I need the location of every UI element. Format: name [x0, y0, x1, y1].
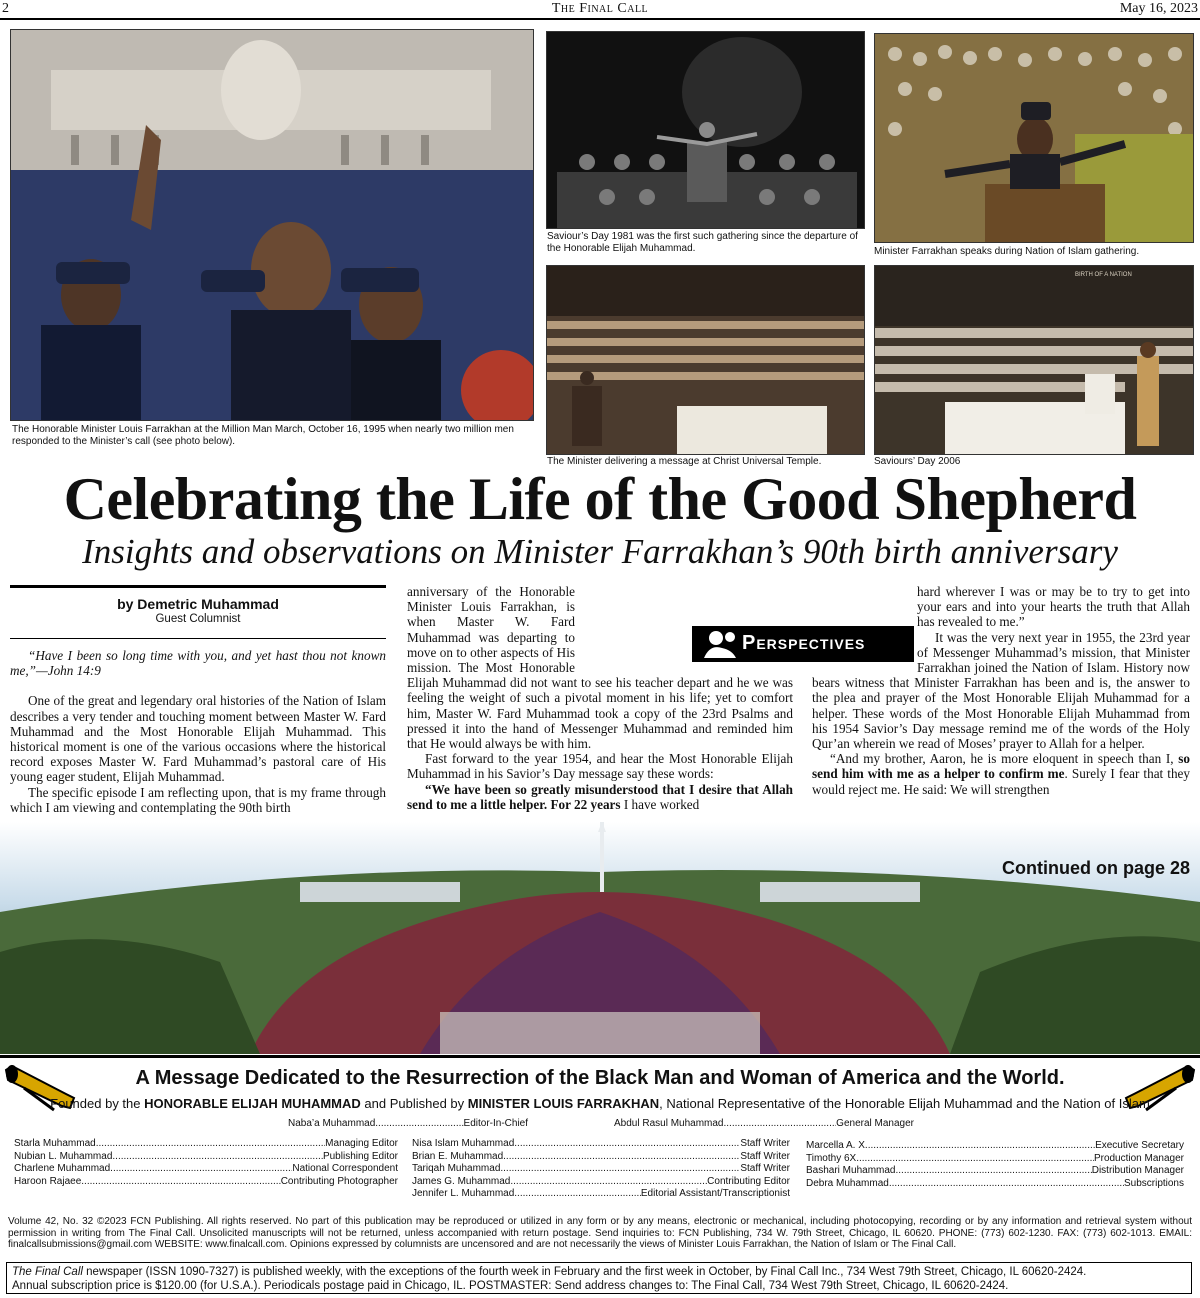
staff-name: Timothy 6X [806, 1152, 857, 1164]
main-photo [10, 29, 534, 421]
byline-author: by Demetric Muhammad [117, 596, 279, 612]
page-number: 2 [2, 1, 9, 16]
nation-gathering-caption: Minister Farrakhan speaks during Nation of Islam gathering. [874, 246, 1140, 257]
leader-dots [500, 1163, 740, 1176]
article-text: into your hearts the truth that Allah has revealed to me.” [917, 599, 1190, 630]
staff-row [14, 1151, 398, 1164]
staff-name: Haroon Rajaee [14, 1175, 82, 1187]
article-text: I have worked [620, 796, 700, 812]
staff-column-2 [412, 1138, 790, 1201]
leader-dots [96, 1138, 325, 1151]
byline-role: Guest Columnist [155, 613, 241, 625]
staff-title: Staff Writer [740, 1150, 790, 1162]
staff-row [14, 1163, 398, 1176]
nation-gathering-photo [874, 33, 1194, 243]
leader-dots [110, 1163, 292, 1176]
staff-name: Bashari Muhammad [806, 1165, 896, 1176]
article-emphasis: “We have been so greatly misunderstood that I desire that Allah send to me a little helper. For 22 years [407, 781, 793, 812]
staff-name: Tariqah Muhammad [412, 1163, 501, 1174]
article-column-2 [407, 584, 793, 812]
saviours-day-1981-image [547, 32, 864, 228]
article-paragraph [407, 584, 793, 751]
leader-dots [112, 1151, 323, 1164]
staff-title: Contributing Editor [707, 1175, 790, 1187]
postal-line-2: Annual subscription price is $120.00 (for U.S.A.). Periodicals postage paid in Chicago, IL. POSTMASTER: Send address changes to: The Final Call, 734 West 79th Street, Chicago, IL 60620-2424. [12, 1280, 1009, 1292]
staff-name: Brian E. Muhammad [412, 1150, 504, 1162]
staff-row [14, 1138, 398, 1151]
staff-title: Distribution Manager [1091, 1165, 1184, 1176]
staff-name: Nisa Islam Muhammad [412, 1138, 515, 1149]
staff-name: Charlene Muhammad [14, 1163, 111, 1174]
general-manager-line [614, 1118, 914, 1131]
postal-line-1: newspaper (ISSN 1090-7327) is published weekly, with the exceptions of the fourth week in February and the first week in October, by Final Call Inc., 734 West 79th Street, Chicago, IL 60620-2424. [82, 1266, 1087, 1278]
article-paragraph: The specific episode I am reflecting upon, that is my frame through which I am viewing and contemplating the 90th birth [10, 784, 386, 815]
saviours-day-2006-photo [874, 265, 1194, 455]
staff-row [412, 1188, 790, 1201]
staff-column-1 [14, 1138, 398, 1188]
nation-gathering-image [875, 34, 1193, 242]
article-emphasis: so send him with me as a helper to confirm me [812, 751, 1190, 782]
article-paragraph: Fast forward to the year 1954, and hear the Most Honorable Elijah Muhammad in his Savior’s Day message say these words: [407, 751, 793, 782]
staff-row [14, 1176, 398, 1189]
published-mid: and Published by [360, 1096, 468, 1111]
article-text: anniversary of the Honorable Minister Louis Farrakhan, is when Master W. Fard Muhammad was departing to move on to other aspects of His mission. The Most Honorable Elijah Muhammad did not want to see his teacher depart and he we was feeling the weight of such a pivotal moment in [407, 584, 793, 706]
leader-dots [514, 1138, 740, 1151]
staff-name: Naba’a Muhammad [288, 1118, 376, 1129]
founded-prefix: Founded by the [50, 1096, 145, 1111]
staff-row [806, 1140, 1184, 1153]
subheadline: Insights and observations on Minister Farrakhan’s 90th birth anniversary [82, 532, 1118, 571]
staff-title: Staff Writer [740, 1138, 790, 1149]
staff-name: Marcella A. X. [806, 1140, 868, 1151]
leader-dots [868, 1140, 1095, 1153]
leader-dots [895, 1165, 1091, 1178]
staff-title: Publishing Editor [322, 1150, 398, 1162]
christ-universal-temple-photo [546, 265, 865, 455]
staff-row [412, 1138, 790, 1151]
leader-dots [856, 1153, 1094, 1166]
million-man-march-panorama [0, 822, 1200, 1054]
editor-in-chief-line [288, 1118, 528, 1131]
leader-dots [503, 1151, 740, 1164]
staff-name: James G. Muhammad [412, 1175, 511, 1187]
staff-title: Staff Writer [740, 1163, 790, 1174]
leader-dots [514, 1188, 641, 1201]
article-paragraph: One of the great and legendary oral histories of the Nation of Islam describes a very tender and touching moment between Master W. Fard Muhammad and the Most Honorable Elijah Muhammad. This historical moment is one of the various occasions where the historical record exposes Master W. Fard Muhammad’s pastoral care of His young eager student, Elijah Muhammad. [10, 693, 386, 785]
christ-universal-temple-caption: The Minister delivering a message at Christ Universal Temple. [547, 456, 822, 467]
staff-title: Editorial Assistant/Transcriptionist [640, 1188, 790, 1199]
continued-on-page: Continued on page 28 [1001, 858, 1190, 878]
leader-dots [510, 1176, 707, 1189]
saviours-day-2006-caption: Saviours’ Day 2006 [874, 456, 961, 467]
staff-row [806, 1165, 1184, 1178]
saviours-day-1981-photo [546, 31, 865, 229]
article-text: . Surely I fear that they would reject me. He said: We will strengthen [812, 766, 1190, 797]
main-photo-caption: The Honorable Minister Louis Farrakhan at the Million Man March, October 16, 1995 when nearly two million men responded to the Minister’s call (see photo below). [12, 424, 514, 447]
staff-column-3 [806, 1140, 1184, 1190]
perspectives-label: Perspectives [742, 632, 866, 654]
panorama-image [0, 822, 1200, 1054]
staff-row [412, 1151, 790, 1164]
leader-dots [889, 1178, 1124, 1191]
staff-title: Contributing Photographer [280, 1175, 398, 1187]
staff-name: Abdul Rasul Muhammad [614, 1118, 724, 1129]
founder: HONORABLE ELIJAH MUHAMMAD [144, 1096, 361, 1111]
running-head [0, 0, 1200, 20]
leader-dots [81, 1176, 280, 1189]
masthead-title: A Message Dedicated to the Resurrection of the Black Man and Woman of America and the World. [135, 1067, 1065, 1089]
headline: Celebrating the Life of the Good Shepherd [63, 466, 1137, 532]
staff-title: Subscriptions [1123, 1177, 1184, 1189]
staff-name: Debra Muhammad [806, 1177, 889, 1189]
article-paragraph [812, 584, 1190, 630]
article-column-1 [10, 648, 386, 815]
issue-date: May 16, 2023 [1119, 1, 1198, 16]
article-text: “And my brother, Aaron, he is more eloquent in speech than I, [830, 751, 1179, 767]
article-column-3 [812, 584, 1190, 797]
publication-name: The Final Call [551, 1, 649, 16]
staff-row [806, 1178, 1184, 1191]
article-text: Islam. History now bears witness that Minister Farrakhan has been and is, the answer to the plea and prayer of the Most Honorable Elijah Muhammad for a helper. These words of the Most Honorable Elijah Muhammad from his 1954 Savior’s Day message remind me of the words of the Holy Qur’an wherein we read of Moses’ prayer to Allah for a helper. [812, 660, 1190, 752]
staff-row [412, 1176, 790, 1189]
article-paragraph [407, 782, 793, 812]
article-paragraph [812, 751, 1190, 797]
staff-name: Starla Muhammad [14, 1138, 96, 1149]
published-suffix: , National Representative of the Honorable Elijah Muhammad and the Nation of Islam [659, 1096, 1150, 1111]
publisher: MINISTER LOUIS FARRAKHAN [467, 1096, 660, 1111]
staff-title: National Correspondent [292, 1163, 398, 1174]
article-text: his life; yet to comfort him, Master W. Fard Muhammad took a copy of the 23rd Psalms and pressed it into the hand of Messenger Muhammad and reminded him that He would always be with him. [407, 690, 793, 752]
main-photo-image [11, 30, 533, 420]
staff-name: Jennifer L. Muhammad [412, 1188, 515, 1199]
postal-statement [6, 1262, 1192, 1294]
staff-title: Managing Editor [325, 1138, 398, 1149]
staff-row [412, 1163, 790, 1176]
article-text: It was the very next year in 1955, the 23rd year of Messenger Muhammad’s mission, that Minister Farrakhan joined the Nation of [917, 629, 1190, 676]
paper-name: The Final Call [12, 1266, 83, 1278]
byline [10, 585, 386, 639]
masthead-founded [0, 1096, 1200, 1111]
staff-row [806, 1153, 1184, 1166]
perspectives-float-space [812, 584, 917, 662]
article-text: hard wherever I was or may be to try to get into your ears and [917, 584, 1190, 615]
epigraph: “Have I been so long time with you, and yet hast thou not known me,”—John 14:9 [10, 648, 386, 679]
birth-of-a-nation-banner: BIRTH OF A NATION [1075, 272, 1132, 278]
staff-title: Editor-In-Chief [463, 1118, 528, 1129]
staff-title: General Manager [836, 1118, 914, 1129]
staff-name: Nubian L. Muhammad [14, 1150, 113, 1162]
saviours-day-2006-image [875, 266, 1193, 454]
staff-title: Executive Secretary [1095, 1140, 1184, 1151]
christ-universal-temple-image [547, 266, 864, 454]
saviours-day-1981-caption: Saviour’s Day 1981 was the first such gathering since the departure of the Honorable Elijah Muhammad. [547, 231, 858, 254]
copyright-fine-print: Volume 42, No. 32 ©2023 FCN Publishing. All rights reserved. No part of this publication may be reproduced or utilized in any form or by any means, electronic or mechanical, including photocopying, recording or by any information and retrieval system without permission in writing from The Final Call. Unsolicited manuscripts will not be returned, unless accompanied with return postage. Send inquiries to: FCN Publishing, 734 W. 79th Street, Chicago, IL 60620. PHONE: (773) 602-1230. FAX: (773) 602-1013. EMAIL: finalcallsubmissions@gmail.com WEBSITE: www.finalcall.com. Opinions expressed by columnists are uncensored and are not necessarily the views of Minister Louis Farrakhan, the Nation of Islam or The Final Call. [8, 1216, 1192, 1250]
staff-title: Production Manager [1093, 1152, 1184, 1164]
